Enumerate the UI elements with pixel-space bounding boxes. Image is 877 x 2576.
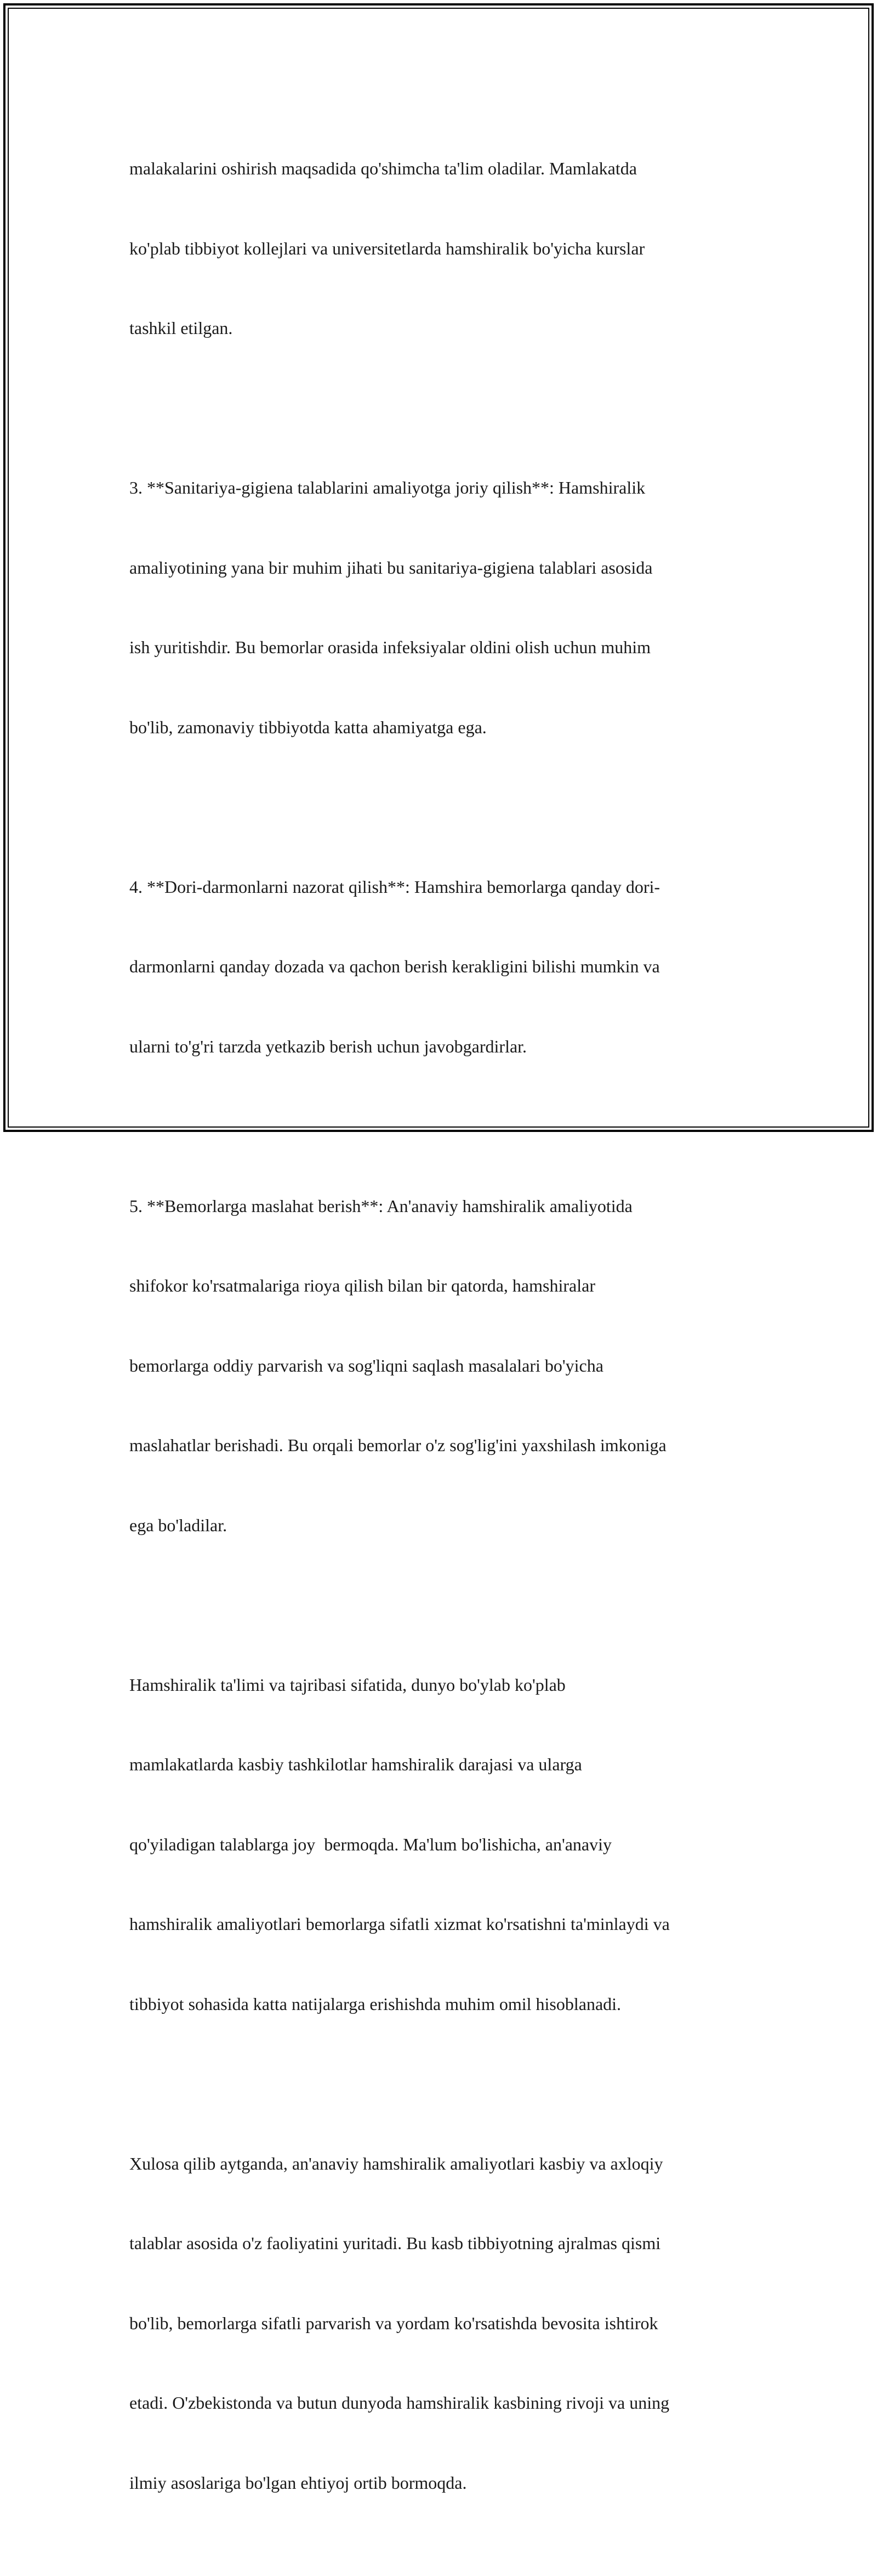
paragraph-continuation — [129, 102, 754, 395]
text-line: maslahatlar berishadi. Bu orqali bemorlar o'z sog'lig'ini yaxshilash imkoniga — [129, 1435, 667, 1455]
text-line: Hamshiralik ta'limi va tajribasi sifatida, dunyo bo'ylab ko'plab — [129, 1674, 566, 1695]
paragraph-item-3 — [129, 421, 754, 794]
text-line: bemorlarga oddiy parvarish va sog'liqni saqlash masalalari bo'yicha — [129, 1355, 603, 1375]
paragraph-education — [129, 1618, 754, 2071]
text-line: mamlakatlarda kasbiy tashkilotlar hamshiralik darajasi va ularga — [129, 1754, 582, 1774]
text-line: bo'lib, zamonaviy tibbiyotda katta ahamiyatga ega. — [129, 717, 487, 737]
text-line: bo'lib, bemorlarga sifatli parvarish va yordam ko'rsatishda bevosita ishtirok — [129, 2313, 658, 2333]
text-line: malakalarini oshirish maqsadida qo'shimcha ta'lim oladilar. Mamlakatda — [129, 158, 637, 178]
text-line: ilmiy asoslariga bo'lgan ehtiyoj ortib bormoqda. — [129, 2472, 467, 2493]
paragraph-item-5 — [129, 1140, 754, 1592]
text-line: ko'plab tibbiyot kollejlari va universitetlarda hamshiralik bo'yicha kurslar — [129, 238, 645, 258]
paragraph-conclusion — [129, 2097, 754, 2550]
text-line: darmonlarni qanday dozada va qachon berish kerakligini bilishi mumkin va — [129, 956, 660, 976]
text-line: 5. **Bemorlarga maslahat berish**: An'anaviy hamshiralik amaliyotida — [129, 1196, 633, 1216]
text-line: tibbiyot sohasida katta natijalarga erishishda muhim omil hisoblanadi. — [129, 1994, 622, 2014]
document-body — [129, 102, 754, 2576]
text-line: hamshiralik amaliyotlari bemorlarga sifatli xizmat ko'rsatishni ta'minlaydi va — [129, 1914, 670, 1934]
text-line: tashkil etilgan. — [129, 318, 233, 338]
text-line: 4. **Dori-darmonlarni nazorat qilish**: Hamshira bemorlarga qanday dori- — [129, 876, 660, 897]
text-line: talablar asosida o'z faoliyatini yuritadi. Bu kasb tibbiyotning ajralmas qismi — [129, 2233, 661, 2253]
text-line: Xulosa qilib aytganda, an'anaviy hamshiralik amaliyotlari kasbiy va axloqiy — [129, 2153, 663, 2173]
text-line: qo'yiladigan talablarga joy bermoqda. Ma'lum bo'lishicha, an'anaviy — [129, 1834, 612, 1854]
text-line: amaliyotining yana bir muhim jihati bu sanitariya-gigiena talablari asosida — [129, 557, 653, 578]
text-line: ish yuritishdir. Bu bemorlar orasida infeksiyalar oldini olish uchun muhim — [129, 637, 651, 657]
text-line: 3. **Sanitariya-gigiena talablarini amaliyotga joriy qilish**: Hamshiralik — [129, 478, 646, 497]
paragraph-item-4 — [129, 820, 754, 1113]
text-line: shifokor ko'rsatmalariga rioya qilish bilan bir qatorda, hamshiralar — [129, 1276, 595, 1295]
text-line: ularni to'g'ri tarzda yetkazib berish uchun javobgardirlar. — [129, 1036, 527, 1056]
text-line: ega bo'ladilar. — [129, 1515, 227, 1535]
text-line: etadi. O'zbekistonda va butun dunyoda hamshiralik kasbining rivoji va uning — [129, 2393, 670, 2413]
